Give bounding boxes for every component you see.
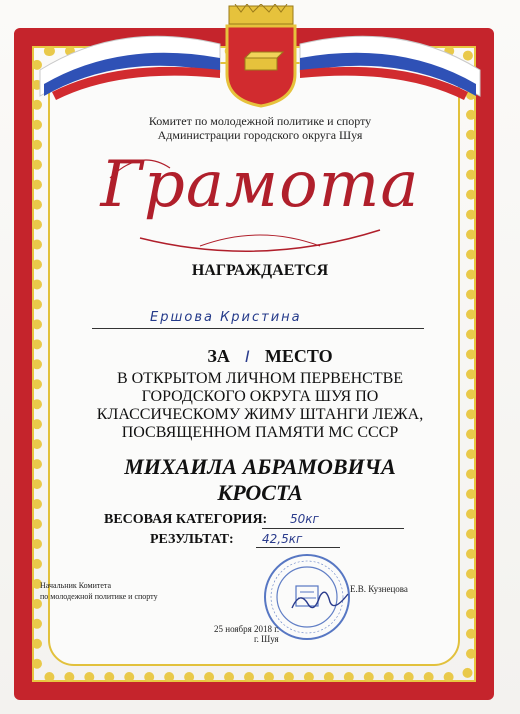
signatory-name: Е.В. Кузнецова [350, 584, 408, 594]
place-suffix: МЕСТО [264, 346, 333, 366]
honoree-name [70, 454, 450, 506]
recipient-name: Ершова Кристина [150, 310, 302, 325]
org-line-2: Администрации городского округа Шуя [157, 128, 363, 142]
issue-city: г. Шуя [254, 634, 279, 644]
certificate-title-block [80, 138, 440, 258]
org-line-1: Комитет по молодежной политике и спорту [148, 114, 372, 128]
description-line: В ОТКРЫТОМ ЛИЧНОМ ПЕРВЕНСТВЕ [116, 370, 404, 387]
city-coat-of-arms-icon [219, 4, 303, 108]
weight-category-underline [262, 528, 404, 529]
certificate-title: Грамота [100, 148, 420, 222]
awarded-label: НАГРАЖДАЕТСЯ [191, 262, 329, 279]
signatory-title [40, 580, 158, 602]
result-value: 42,5кг [262, 532, 303, 546]
honoree-line-1: МИХАИЛА АБРАМОВИЧА [124, 454, 396, 479]
handwritten-signature [290, 586, 350, 616]
place-line [120, 346, 420, 367]
recipient-underline [92, 328, 424, 329]
event-description [70, 370, 450, 442]
description-line: ГОРОДСКОГО ОКРУГА ШУЯ ПО [141, 388, 379, 405]
place-prefix: ЗА [207, 346, 230, 366]
place-number: I [245, 347, 250, 366]
issue-date: 25 ноября 2018 г. [214, 624, 280, 634]
result-label: РЕЗУЛЬТАТ: [150, 532, 234, 547]
description-line: ПОСВЯЩЕННОМ ПАМЯТИ МС СССР [121, 424, 399, 441]
honoree-line-2: КРОСТА [217, 480, 303, 505]
description-line: КЛАССИЧЕСКОМУ ЖИМУ ШТАНГИ ЛЕЖА, [96, 406, 424, 423]
signatory-title-line-1: Начальник Комитета [40, 581, 112, 590]
signatory-title-line-2: по молодежной политике и спорту [40, 592, 158, 601]
weight-category-value: 50кг [290, 512, 319, 526]
weight-category-label: ВЕСОВАЯ КАТЕГОРИЯ: [104, 512, 268, 527]
result-underline [256, 547, 340, 548]
